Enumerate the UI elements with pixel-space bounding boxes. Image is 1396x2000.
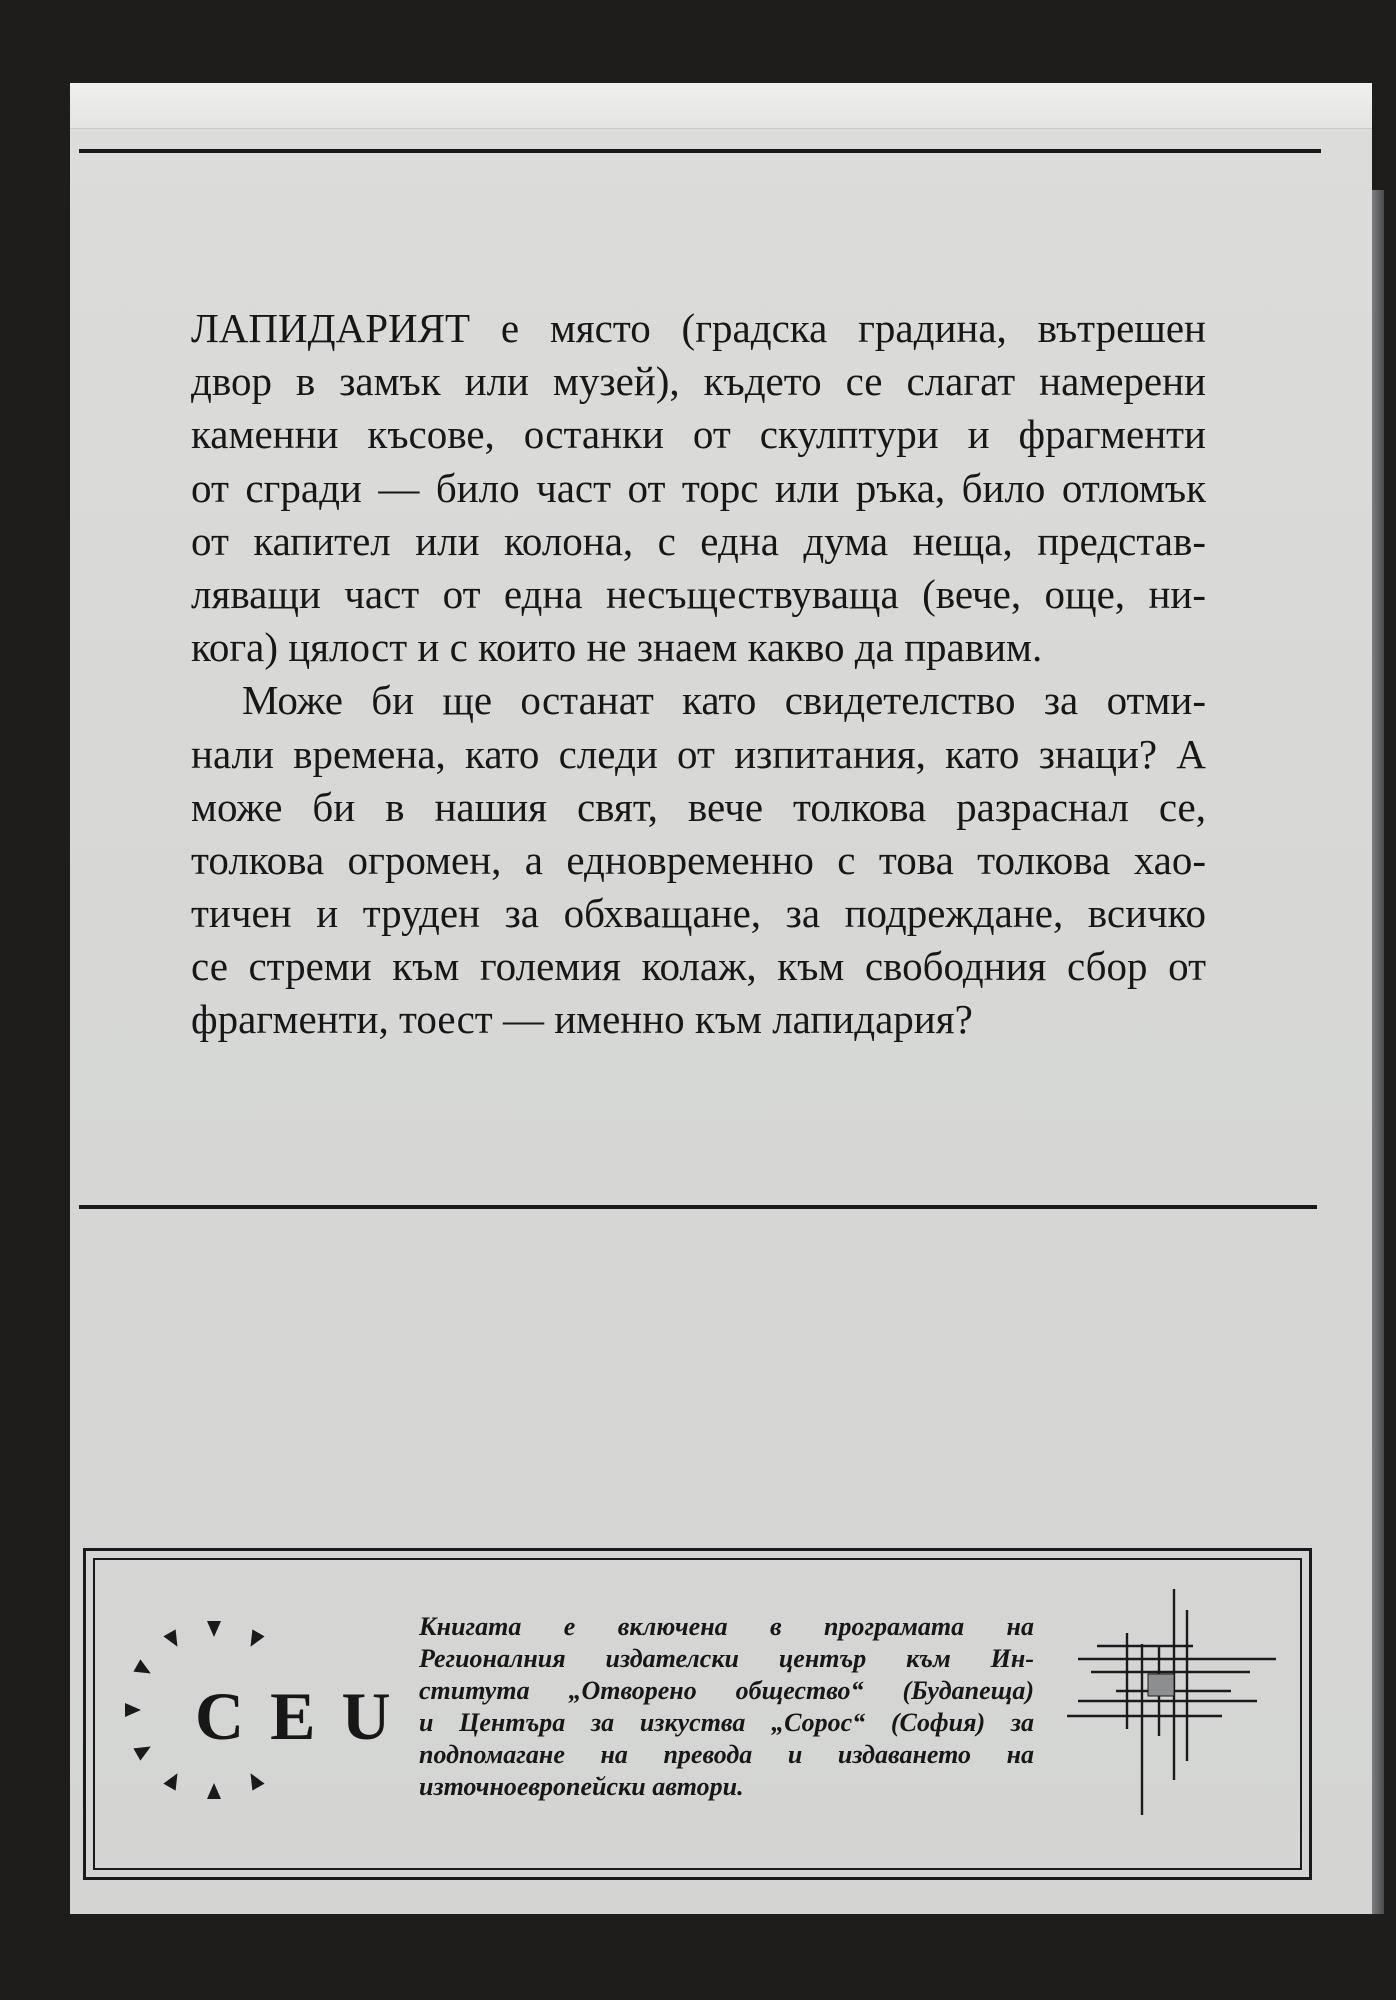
- logo-triangle: [251, 1629, 265, 1646]
- logo-triangle: [163, 1773, 177, 1790]
- text-line: се стреми към големия колаж, към свободния сбор от: [191, 943, 1206, 990]
- text-line: кога) цялост и с които не знаем какво да правим.: [191, 624, 1043, 671]
- text-line: Може би ще останат като свидетелство за отми-: [242, 677, 1206, 724]
- text-line: нали времена, като следи от изпитания, като знаци? А: [191, 730, 1206, 777]
- mark-shaded-square: [1148, 1674, 1174, 1696]
- logo-triangle: [163, 1629, 177, 1646]
- text-line: ЛАПИДАРИЯТ е място (градска градина, вътрешен: [191, 305, 1206, 351]
- soros-grid-mark-icon: [1059, 1585, 1284, 1820]
- top-rule: [79, 149, 1321, 153]
- book-edge-shadow: [1372, 190, 1384, 1914]
- notice-text: [419, 1611, 1034, 1803]
- blurb-paragraph-1: [191, 302, 1206, 674]
- text-line: толкова огромен, а едновременно с това толкова хао-: [191, 836, 1206, 883]
- logo-triangle: [133, 1747, 150, 1761]
- logo-triangle: [125, 1703, 141, 1717]
- text-line: фрагменти, тоест — именно към лапидария?: [191, 996, 973, 1043]
- text-line: ляващи част от една несъществуваща (вече, още, ни-: [191, 570, 1206, 617]
- ceu-logo-text: CEU: [195, 1678, 417, 1754]
- text-line: каменни късове, останки от скулптури и фрагменти: [191, 411, 1206, 458]
- notice-line: подпомагане на превода и издаването на: [419, 1740, 1034, 1769]
- logo-triangle: [207, 1621, 221, 1637]
- notice-line: Книгата е включена в програмата на: [419, 1612, 1034, 1641]
- book-back-cover: [70, 83, 1372, 1914]
- text-line: от сгради — било част от торс или ръка, било отломък: [191, 464, 1206, 511]
- blurb-paragraph-2: [191, 674, 1206, 1046]
- logo-triangle: [133, 1659, 150, 1673]
- logo-triangle: [207, 1783, 221, 1799]
- notice-line: източноевропейски автори.: [419, 1772, 744, 1801]
- logo-triangle: [251, 1773, 265, 1790]
- notice-line: Регионалния издателски център към Ин-: [419, 1644, 1034, 1673]
- text-line: тичен и труден за обхващане, за подреждане, всичко: [191, 890, 1206, 937]
- notice-line: и Центъра за изкуства „Сорос“ (София) за: [419, 1708, 1034, 1737]
- text-line: от капител или колона, с една дума неща, представ-: [191, 517, 1206, 564]
- blurb-text: [191, 302, 1206, 1047]
- middle-rule: [79, 1205, 1317, 1209]
- notice-line: ститута „Отворено общество“ (Будапеща): [419, 1676, 1034, 1705]
- text-line: може би в нашия свят, вече толкова разраснал се,: [191, 783, 1206, 830]
- jacket-fold-strip: [70, 83, 1372, 129]
- text-line: двор в замък или музей), където се слагат намерени: [191, 358, 1206, 405]
